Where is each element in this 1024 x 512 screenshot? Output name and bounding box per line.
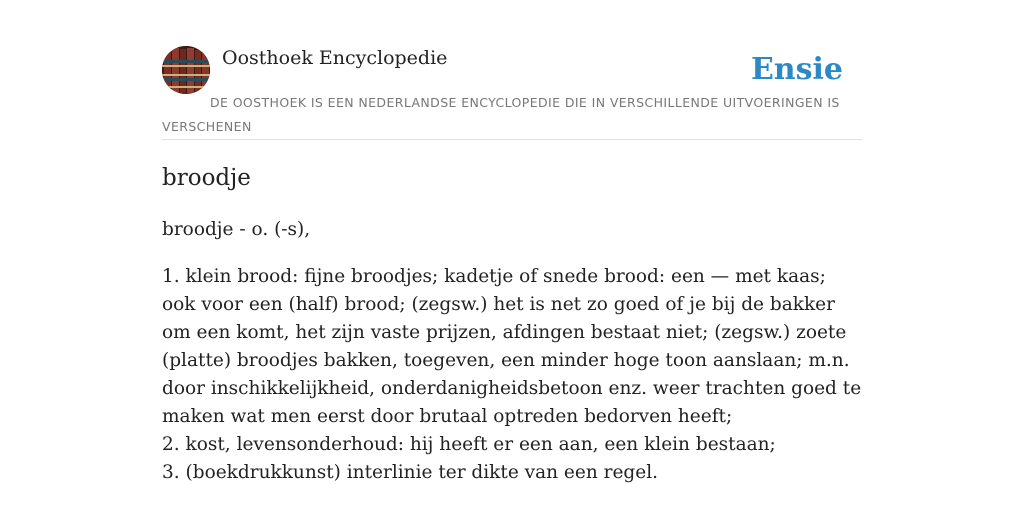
book-spines-icon[interactable] <box>162 46 210 94</box>
site-name[interactable]: Oosthoek Encyclopedie <box>222 47 448 69</box>
site-header <box>162 46 862 140</box>
brand-logo[interactable]: Ensie <box>750 52 843 87</box>
entry-title: broodje <box>162 165 251 191</box>
site-tagline: DE OOSTHOEK IS EEN NEDERLANDSE ENCYCLOPEDIE DIE IN VERSCHILLENDE UITVOERINGEN IS VERSCHENEN <box>162 95 840 134</box>
definition-item: 1. klein brood: fijne broodjes; kadetje of snede brood: een — met kaas; ook voor een (half) brood; (zegsw.) het is net zo goed of je bij de bakker om een komt, het zijn vaste prijzen, afdingen bestaat niet; (zegsw.) zoete (platte) broodjes bakken, toegeven, een minder hoge toon aanslaan; m.n. door inschikkelijkheid, onderdanigheidsbetoon enz. weer trachten goed te maken wat men eerst door brutaal optreden bedorven heeft; <box>162 266 862 427</box>
entry-definition <box>162 263 862 487</box>
entry-lemma: broodje - o. (-s), <box>162 219 311 240</box>
definition-item: 2. kost, levensonderhoud: hij heeft er een aan, een klein bestaan; <box>162 434 776 455</box>
definition-item: 3. (boekdrukkunst) interlinie ter dikte van een regel. <box>162 462 659 483</box>
